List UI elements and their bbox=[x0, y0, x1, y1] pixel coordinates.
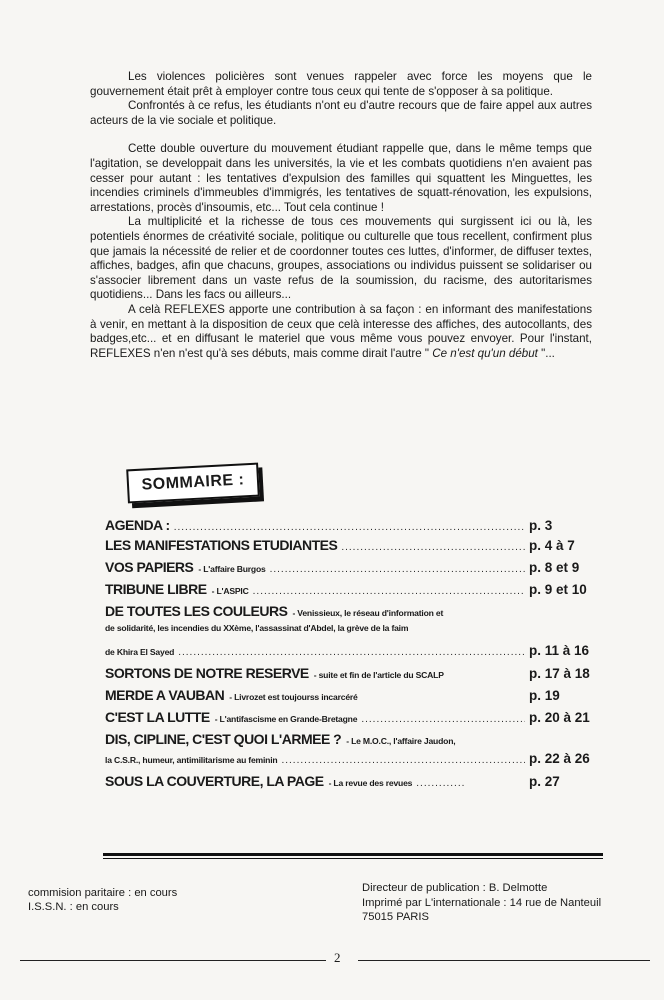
toc-description: - L'affaire Burgos bbox=[198, 564, 266, 574]
toc-page: p. 9 et 10 bbox=[529, 582, 587, 597]
footer-left bbox=[28, 886, 177, 914]
intro-paragraph bbox=[90, 303, 592, 361]
toc-entry bbox=[105, 709, 607, 731]
toc-entry-continuation bbox=[105, 623, 607, 643]
intro-paragraph: Les violences policières sont venues rappeler avec force les moyens que le gouvernement était prêt à employer contre tous ceux qui tente de s'opposer à sa politique. bbox=[90, 70, 592, 98]
toc-page: p. 27 bbox=[529, 774, 560, 789]
intro-paragraph: La multiplicité et la richesse de tous ces mouvements qui surgissent ici ou là, les potentiels énormes de créativité sociale, politique ou culturelle que tous recellent, confirment plus que jamais la nécessité de relier et de coordonner toutes ces luttes, d'informer, de diffuser textes, affiches, badges, afin que chacuns, groupes, associations ou individus puissent se solidariser ou s'associer librement dans un vaste refus de la soumission, du racisme, des autoritarismes quotidiens... Dans les facs ou ailleurs... bbox=[90, 215, 592, 302]
toc-page: p. 11 à 16 bbox=[529, 643, 590, 658]
footer-line: commision paritaire : en cours bbox=[28, 887, 178, 899]
toc-title: TRIBUNE LIBRE bbox=[105, 581, 207, 597]
toc-entry bbox=[105, 537, 607, 559]
toc-title: SORTONS DE NOTRE RESERVE bbox=[105, 665, 309, 681]
intro-quote: Ce n'est qu'un début bbox=[429, 346, 542, 360]
toc-entry bbox=[105, 517, 607, 537]
footer-line: Directeur de publication : B. Delmotte bbox=[362, 882, 548, 894]
toc-entry-continuation bbox=[105, 643, 607, 665]
toc-title: AGENDA : bbox=[105, 517, 170, 533]
intro-text bbox=[90, 70, 592, 361]
toc-page: p. 22 à 26 bbox=[529, 751, 590, 766]
toc-description: - suite et fin de l'article du SCALP bbox=[313, 670, 444, 680]
footer-line: Imprimé par L'internationale : 14 rue de Nanteuil bbox=[362, 896, 602, 909]
toc-leader bbox=[178, 647, 525, 658]
toc-leader bbox=[253, 586, 525, 597]
toc-entry bbox=[105, 665, 607, 687]
intro-paragraph: Confrontés à ce refus, les étudiants n'ont eu d'autre recours que de faire appel aux autres acteurs de la vie sociale et politique. bbox=[90, 99, 592, 127]
divider-rule bbox=[103, 858, 603, 859]
toc-entry-continuation bbox=[105, 751, 607, 773]
toc-page: p. 3 bbox=[529, 518, 553, 533]
intro-text-part: A celà REFLEXES apporte une contribution à sa façon : en informant des manifestations à venir, en mettant à la disposition de ceux que celà interesse des affiches, des autocollants, des badges,etc... et en diffusant le materiel que vous même vous pouvez envoyer. Pour l'instant, REFLEXES n'en n'est qu'à ses débuts, mais comme dirait l'autre " bbox=[90, 302, 592, 360]
footer-rule-right bbox=[358, 960, 650, 961]
toc-title: SOUS LA COUVERTURE, LA PAGE bbox=[105, 773, 324, 789]
toc-page: p. 4 à 7 bbox=[529, 538, 575, 553]
intro-text-part: "... bbox=[541, 346, 555, 360]
toc-description: - L'ASPIC bbox=[211, 586, 249, 596]
toc-title: C'EST LA LUTTE bbox=[105, 709, 210, 725]
footer-line: 75015 PARIS bbox=[362, 911, 429, 923]
toc-leader bbox=[361, 714, 525, 725]
toc-entry bbox=[105, 603, 607, 623]
sommaire-label: SOMMAIRE : bbox=[141, 471, 245, 494]
toc-description: de solidarité, les incendies du XXème, l'assassinat d'Abdel, la grève de la faim bbox=[105, 623, 409, 633]
intro-paragraph: Cette double ouverture du mouvement étudiant rappelle que, dans le même temps que l'agitation, se developpait dans les universités, la vie et les combats quotidiens n'en avaient pas cesser pour autant : les tentatives d'expulsion des familles qui squattent les Minguettes, les incendies criminels d'immeubles d'immigrés, les tentatives de squatt-rénovation, les expulsions, arrestations, procès d'insoumis, etc... Tout cela continue ! bbox=[90, 142, 592, 214]
toc-description: - Livrozet est toujourss incarcéré bbox=[229, 692, 358, 702]
divider-rule bbox=[103, 853, 603, 856]
toc-description: la C.S.R., humeur, antimilitarisme au feminin bbox=[105, 755, 278, 765]
footer-rule-left bbox=[20, 960, 326, 961]
toc-title: VOS PAPIERS bbox=[105, 559, 194, 575]
toc-leader bbox=[341, 542, 525, 553]
toc-leader bbox=[281, 755, 525, 766]
toc-entry bbox=[105, 687, 607, 709]
toc-page: p. 20 à 21 bbox=[529, 710, 590, 725]
toc-description: - L'antifascisme en Grande-Bretagne bbox=[214, 714, 358, 724]
toc-entry bbox=[105, 773, 607, 795]
toc-page: p. 17 à 18 bbox=[529, 666, 590, 681]
toc-description: de Khira El Sayed bbox=[105, 647, 175, 657]
footer-right bbox=[362, 881, 601, 925]
toc-page: p. 19 bbox=[529, 688, 560, 703]
footer-line: I.S.S.N. : en cours bbox=[28, 901, 119, 913]
toc-title: DIS, CIPLINE, C'EST QUOI L'ARMEE ? bbox=[105, 731, 342, 747]
toc-entry bbox=[105, 559, 607, 581]
table-of-contents bbox=[105, 517, 607, 795]
toc-entry bbox=[105, 581, 607, 603]
toc-title: LES MANIFESTATIONS ETUDIANTES bbox=[105, 537, 338, 553]
toc-entry bbox=[105, 731, 607, 751]
toc-title: DE TOUTES LES COULEURS bbox=[105, 603, 288, 619]
toc-description: - La revue des revues bbox=[328, 778, 413, 788]
toc-page: p. 8 et 9 bbox=[529, 560, 580, 575]
toc-leader bbox=[416, 778, 466, 789]
toc-description: - Venissieux, le réseau d'information et bbox=[292, 608, 444, 618]
toc-leader bbox=[270, 564, 525, 575]
sommaire-label-box bbox=[126, 463, 260, 504]
page-number: 2 bbox=[334, 950, 341, 965]
toc-title: MERDE A VAUBAN bbox=[105, 687, 225, 703]
toc-description: - Le M.O.C., l'affaire Jaudon, bbox=[346, 736, 456, 746]
toc-leader bbox=[174, 522, 525, 533]
